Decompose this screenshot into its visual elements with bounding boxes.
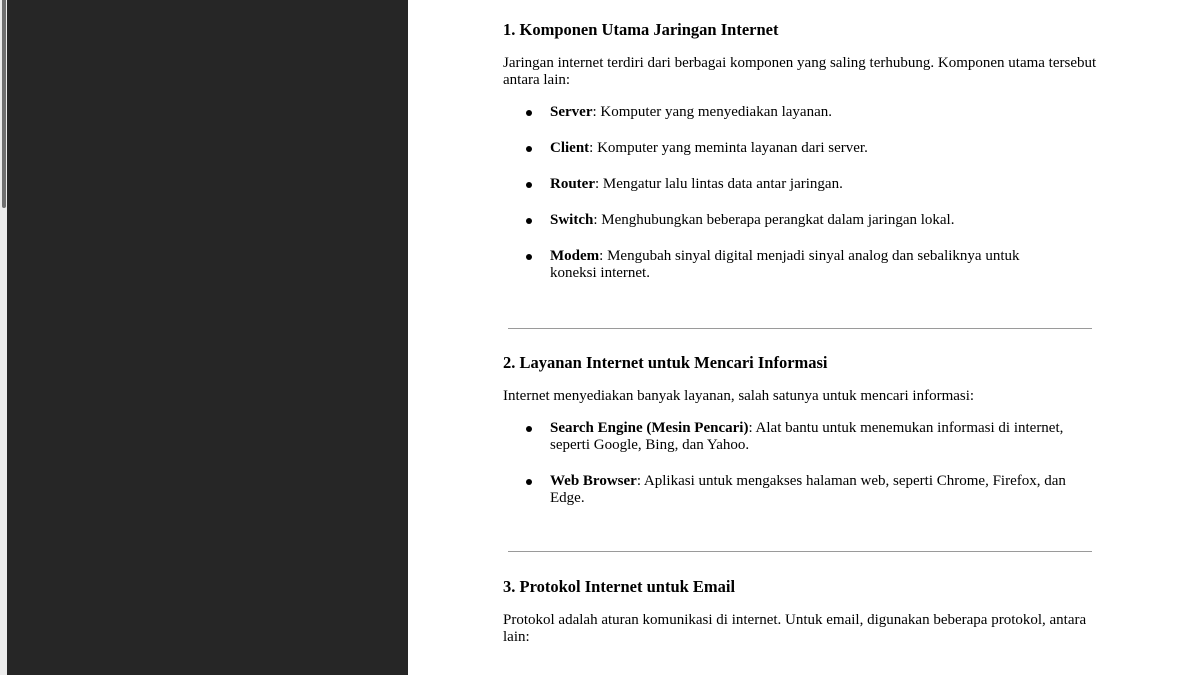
- scrollbar-thumb[interactable]: [2, 0, 6, 208]
- viewer-background: [0, 0, 408, 675]
- item-term: Modem: [550, 248, 600, 264]
- section-heading: 3. Protokol Internet untuk Email: [503, 577, 736, 596]
- list-item: [503, 212, 1103, 229]
- section-intro: Internet menyediakan banyak layanan, salah satunya untuk mencari informasi:: [503, 388, 975, 404]
- bullet-icon: [526, 479, 532, 485]
- document-page: [408, 0, 1200, 675]
- item-term: Router: [550, 176, 595, 192]
- bullet-icon: [526, 426, 532, 432]
- bullet-icon: [526, 110, 532, 116]
- list-item: [503, 420, 1103, 454]
- item-desc: : Komputer yang meminta layanan dari server.: [589, 140, 868, 156]
- service-list: [503, 420, 1103, 507]
- list-item: [503, 176, 1103, 193]
- item-desc: : Aplikasi untuk mengakses halaman web, seperti Chrome, Firefox, dan Edge.: [550, 473, 1066, 506]
- section-divider: [508, 328, 1092, 329]
- item-term: Client: [550, 140, 590, 156]
- item-desc: : Komputer yang menyediakan layanan.: [592, 104, 832, 120]
- section-intro: Jaringan internet terdiri dari berbagai komponen yang saling terhubung. Komponen utama tersebut antara lain:: [503, 55, 1097, 88]
- bullet-icon: [526, 182, 532, 188]
- section-heading: 1. Komponen Utama Jaringan Internet: [503, 20, 779, 39]
- bullet-icon: [526, 218, 532, 224]
- scrollbar-track[interactable]: [0, 0, 7, 675]
- section-intro: Protokol adalah aturan komunikasi di internet. Untuk email, digunakan beberapa protokol, antara lain:: [503, 612, 1087, 645]
- item-term: Web Browser: [550, 473, 637, 489]
- component-list: [503, 104, 1103, 282]
- item-term: Search Engine (Mesin Pencari): [550, 420, 749, 436]
- bullet-icon: [526, 146, 532, 152]
- list-item: [503, 104, 1103, 121]
- list-item: [503, 473, 1103, 507]
- item-desc: : Alat bantu untuk menemukan informasi di internet, seperti Google, Bing, dan Yahoo.: [550, 420, 1064, 453]
- list-item: [503, 140, 1103, 157]
- list-item: [503, 248, 1103, 282]
- item-term: Server: [550, 104, 593, 120]
- section-divider: [508, 551, 1092, 552]
- item-desc: : Menghubungkan beberapa perangkat dalam jaringan lokal.: [593, 212, 955, 228]
- item-desc: : Mengatur lalu lintas data antar jaringan.: [595, 176, 843, 192]
- item-term: Switch: [550, 212, 594, 228]
- bullet-icon: [526, 254, 532, 260]
- section-heading: 2. Layanan Internet untuk Mencari Informasi: [503, 353, 828, 372]
- document-content: [503, 0, 1103, 646]
- item-desc: : Mengubah sinyal digital menjadi sinyal analog dan sebaliknya untuk koneksi internet.: [550, 248, 1020, 281]
